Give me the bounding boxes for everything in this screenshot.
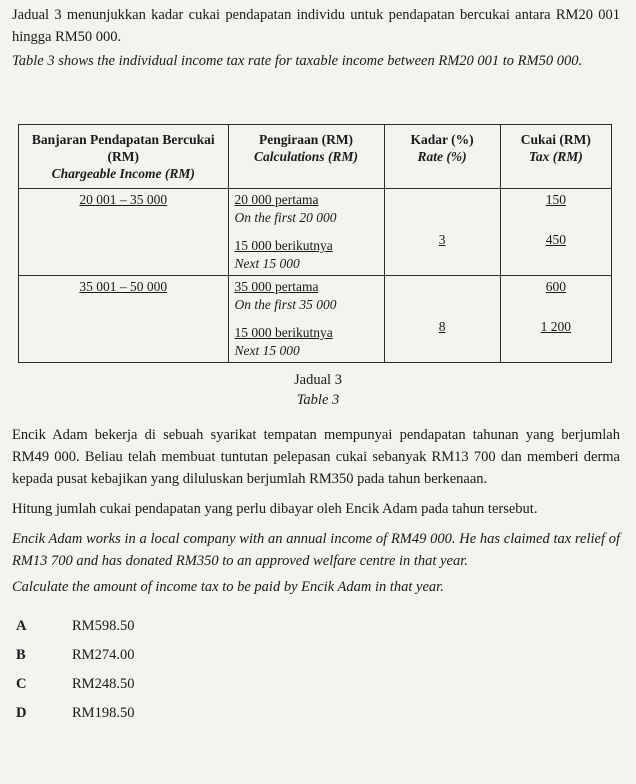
header-col1-en: Chargeable Income (RM): [51, 166, 195, 181]
calc-next-ms: 15 000 berikutnya: [234, 325, 333, 340]
tax-first: 150: [545, 192, 566, 207]
option-b[interactable]: [16, 641, 134, 670]
tax-cell: [500, 276, 611, 363]
calc-next-en: Next 15 000: [234, 256, 300, 271]
calculation-cell: [228, 276, 384, 363]
story-english: Encik Adam works in a local company with an annual income of RM49 000. He has claimed tax relief of RM13 700 and has donated RM350 to an approved welfare centre in that year.: [12, 531, 620, 569]
header-col3-ms: Kadar (%): [410, 132, 474, 147]
table-caption-en: Table 3: [296, 392, 340, 408]
option-value: RM598.50: [72, 618, 135, 634]
income-range: 20 001 – 35 000: [79, 192, 168, 207]
rate-value: 8: [438, 319, 446, 334]
option-value: RM274.00: [72, 647, 135, 663]
table-header-row: [19, 125, 612, 189]
rate-value: 3: [438, 232, 446, 247]
calc-first-ms: 20 000 pertama: [234, 192, 319, 207]
option-value: RM248.50: [72, 676, 135, 692]
tax-next: 450: [545, 232, 566, 247]
range-cell: [19, 276, 229, 363]
tax-cell: [500, 189, 611, 276]
calculation-cell: [228, 189, 384, 276]
option-letter: C: [16, 676, 27, 692]
option-letter: D: [16, 705, 27, 721]
header-col2-ms: Pengiraan (RM): [258, 132, 354, 147]
header-calculations: [228, 125, 384, 189]
income-range: 35 001 – 50 000: [79, 279, 168, 294]
table-caption-ms: Jadual 3: [294, 372, 342, 388]
calc-next-en: Next 15 000: [234, 343, 300, 358]
header-chargeable-income: [19, 125, 229, 189]
table-row: [19, 276, 612, 363]
rate-cell: [384, 189, 500, 276]
tax-rate-table: [18, 124, 612, 363]
header-tax: [500, 125, 611, 189]
header-col4-ms: Cukai (RM): [520, 132, 591, 147]
header-col2-en: Calculations (RM): [254, 149, 358, 164]
calc-next-ms: 15 000 berikutnya: [234, 238, 333, 253]
option-value: RM198.50: [72, 705, 135, 721]
tax-next: 1 200: [540, 319, 572, 334]
table-row: [19, 189, 612, 276]
calc-first-en: On the first 20 000: [234, 210, 337, 225]
question-english: Calculate the amount of income tax to be paid by Encik Adam in that year.: [12, 579, 444, 595]
header-col4-en: Tax (RM): [528, 149, 583, 164]
header-col3-en: Rate (%): [417, 149, 467, 164]
header-rate: [384, 125, 500, 189]
option-letter: B: [16, 647, 26, 663]
calc-first-ms: 35 000 pertama: [234, 279, 319, 294]
option-d[interactable]: [16, 699, 134, 728]
question-malay: Hitung jumlah cukai pendapatan yang perlu dibayar oleh Encik Adam pada tahun tersebut.: [12, 501, 538, 517]
calc-first-en: On the first 35 000: [234, 297, 337, 312]
rate-cell: [384, 276, 500, 363]
intro-english: Table 3 shows the individual income tax rate for taxable income between RM20 001 to RM50 000.: [12, 53, 583, 69]
option-a[interactable]: [16, 612, 134, 641]
option-c[interactable]: [16, 670, 134, 699]
range-cell: [19, 189, 229, 276]
story-malay: Encik Adam bekerja di sebuah syarikat tempatan mempunyai pendapatan tahunan yang berjumlah RM49 000. Beliau telah membuat tuntutan pelepasan cukai sebanyak RM13 700 dan memberi derma kepada pusat kebajikan yang diluluskan berjumlah RM350 pada tahun berkenaan.: [12, 427, 620, 487]
header-col1-ms: Banjaran Pendapatan Bercukai (RM): [31, 132, 215, 164]
intro-malay: Jadual 3 menunjukkan kadar cukai pendapatan individu untuk pendapatan bercukai antara RM20 001 hingga RM50 000.: [12, 7, 620, 45]
option-letter: A: [16, 618, 27, 634]
tax-first: 600: [545, 279, 566, 294]
answer-options: [16, 612, 134, 728]
